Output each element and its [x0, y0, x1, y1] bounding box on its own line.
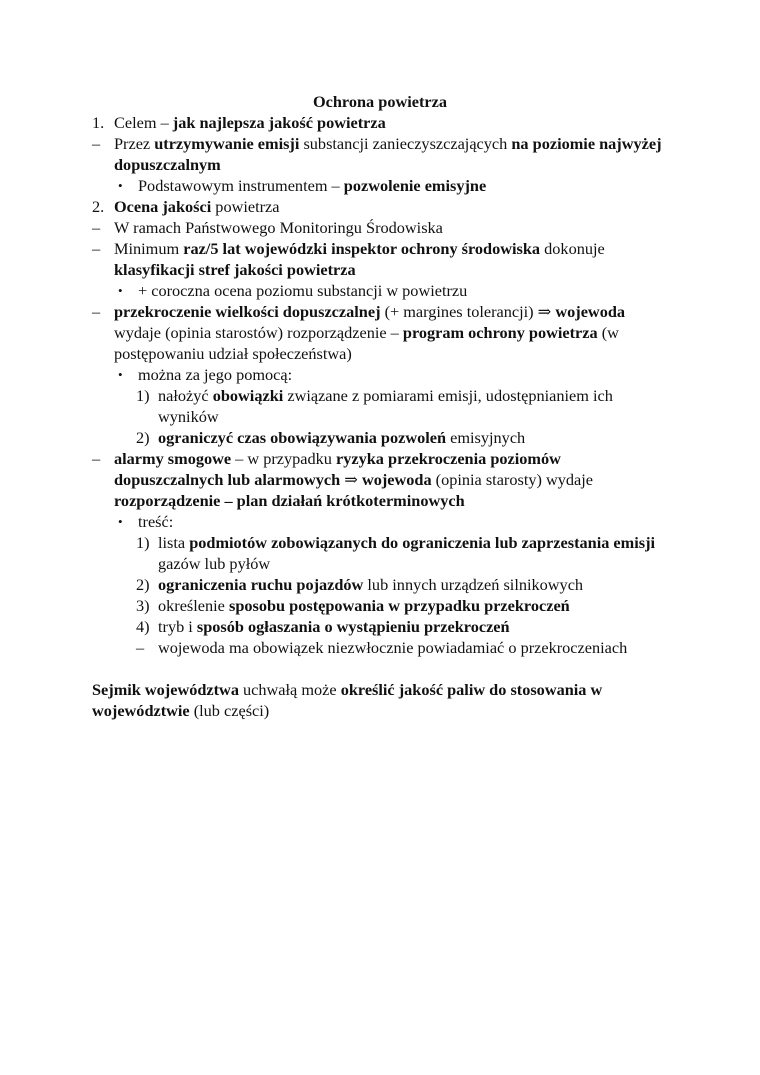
text-segment: (w postępowaniu udział społeczeństwa)	[114, 323, 619, 363]
list-item-text	[158, 574, 668, 595]
bold-text: obowiązki	[212, 386, 284, 405]
list-item-text	[158, 427, 668, 448]
text-segment: dokonuje	[540, 239, 605, 258]
list-item-text	[114, 217, 668, 238]
bold-text: klasyfikacji stref jakości powietrza	[114, 260, 356, 279]
text-segment: powietrza	[211, 197, 280, 216]
bold-text: sposób ogłaszania o wystąpieniu przekroczeń	[196, 617, 510, 636]
list-marker: 1)	[136, 533, 150, 552]
text-segment: Podstawowym instrumentem –	[138, 176, 344, 195]
text-segment: można za jego pomocą:	[138, 365, 293, 384]
list-item-text	[138, 364, 668, 385]
bold-text: raz/5 lat wojewódzki inspektor ochrony środowiska	[183, 239, 541, 258]
list-marker: 3)	[136, 596, 150, 615]
bold-text: ryzyka przekroczenia poziomów dopuszczalnych lub alarmowych	[114, 449, 561, 489]
bold-text: utrzymywanie emisji	[154, 134, 300, 153]
text-segment: nałożyć	[158, 386, 213, 405]
text-segment: gazów lub pyłów	[158, 554, 271, 573]
list-marker: 1)	[136, 386, 150, 405]
list-marker: –	[136, 638, 145, 657]
text-segment: substancji zanieczyszczających	[299, 134, 512, 153]
list-item-text	[138, 175, 668, 196]
list-item-text	[158, 637, 668, 658]
list-marker: –	[92, 218, 101, 237]
text-segment: wydaje (opinia starostów) rozporządzenie –	[114, 323, 403, 342]
bold-text: rozporządzenie – plan działań krótkoterminowych	[114, 491, 465, 510]
text-segment: wojewoda ma obowiązek niezwłocznie powiadamiać o przekroczeniach	[158, 638, 628, 657]
list-item-text	[138, 280, 668, 301]
document-title: Ochrona powietrza	[312, 92, 447, 111]
bold-text: Ocena jakości	[114, 197, 212, 216]
text-segment: (+ margines tolerancji) ⇒	[380, 302, 556, 321]
text-segment: treść:	[138, 512, 174, 531]
text-segment: + coroczna ocena poziomu substancji w powietrzu	[138, 281, 468, 300]
bold-text: pozwolenie emisyjne	[343, 176, 487, 195]
bold-text: określić jakość paliw do stosowania w województwie	[92, 680, 603, 720]
text-segment: ⇒	[340, 470, 362, 489]
text-segment: Celem –	[114, 113, 173, 132]
list-marker: 2)	[136, 575, 150, 594]
text-segment: lub innych urządzeń silnikowych	[363, 575, 584, 594]
bold-text: podmiotów zobowiązanych do ograniczenia lub zaprzestania emisji	[189, 533, 656, 552]
list-marker: –	[92, 134, 101, 153]
bold-text: przekroczenie wielkości dopuszczalnej	[114, 302, 381, 321]
list-marker: –	[92, 239, 101, 258]
text-segment: – w przypadku	[231, 449, 337, 468]
list-item-text	[114, 301, 668, 364]
list-item-text	[114, 133, 668, 175]
list-item-text	[114, 238, 668, 280]
text-segment: lista	[158, 533, 190, 552]
text-segment: emisyjnych	[446, 428, 526, 447]
list-item-text	[158, 595, 668, 616]
bold-text: wojewoda	[361, 470, 432, 489]
text-segment: Minimum	[114, 239, 184, 258]
list-item-text	[92, 679, 668, 721]
bold-text: wojewoda	[555, 302, 626, 321]
bullet-icon: •	[118, 178, 123, 193]
list-marker: –	[92, 449, 101, 468]
list-item-text	[114, 448, 668, 511]
bold-text: ograniczyć czas obowiązywania pozwoleń	[158, 428, 447, 447]
bold-text: jak najlepsza jakość powietrza	[172, 113, 386, 132]
bold-text: program ochrony powietrza	[402, 323, 598, 342]
text-segment: określenie	[158, 596, 229, 615]
bullet-icon: •	[118, 367, 123, 382]
list-marker: 2.	[92, 197, 105, 216]
text-segment: tryb i	[158, 617, 197, 636]
text-segment: W ramach Państwowego Monitoringu Środowiska	[114, 218, 443, 237]
text-segment: związane z pomiarami emisji, udostępnianiem ich wyników	[158, 386, 613, 426]
bullet-icon: •	[118, 514, 123, 529]
list-marker: –	[92, 302, 101, 321]
text-segment: (lub części)	[189, 701, 270, 720]
list-item-text	[138, 511, 668, 532]
list-item-text	[158, 385, 668, 427]
bullet-icon: •	[118, 283, 123, 298]
list-item-text	[158, 616, 668, 637]
text-segment: (opinia starosty) wydaje	[431, 470, 594, 489]
list-marker: 4)	[136, 617, 150, 636]
list-item-text	[158, 532, 668, 574]
text-segment: Przez	[114, 134, 155, 153]
bold-text: ograniczenia ruchu pojazdów	[158, 575, 364, 594]
list-item-text	[114, 112, 668, 133]
bold-text: sposobu postępowania w przypadku przekroczeń	[228, 596, 570, 615]
bold-text: na poziomie najwyżej dopuszczalnym	[114, 134, 662, 174]
list-marker: 2)	[136, 428, 150, 447]
text-segment: uchwałą może	[238, 680, 341, 699]
list-item-text	[114, 196, 668, 217]
bold-text: alarmy smogowe	[114, 449, 232, 468]
list-marker: 1.	[92, 113, 105, 132]
bold-text: Sejmik województwa	[92, 680, 239, 699]
